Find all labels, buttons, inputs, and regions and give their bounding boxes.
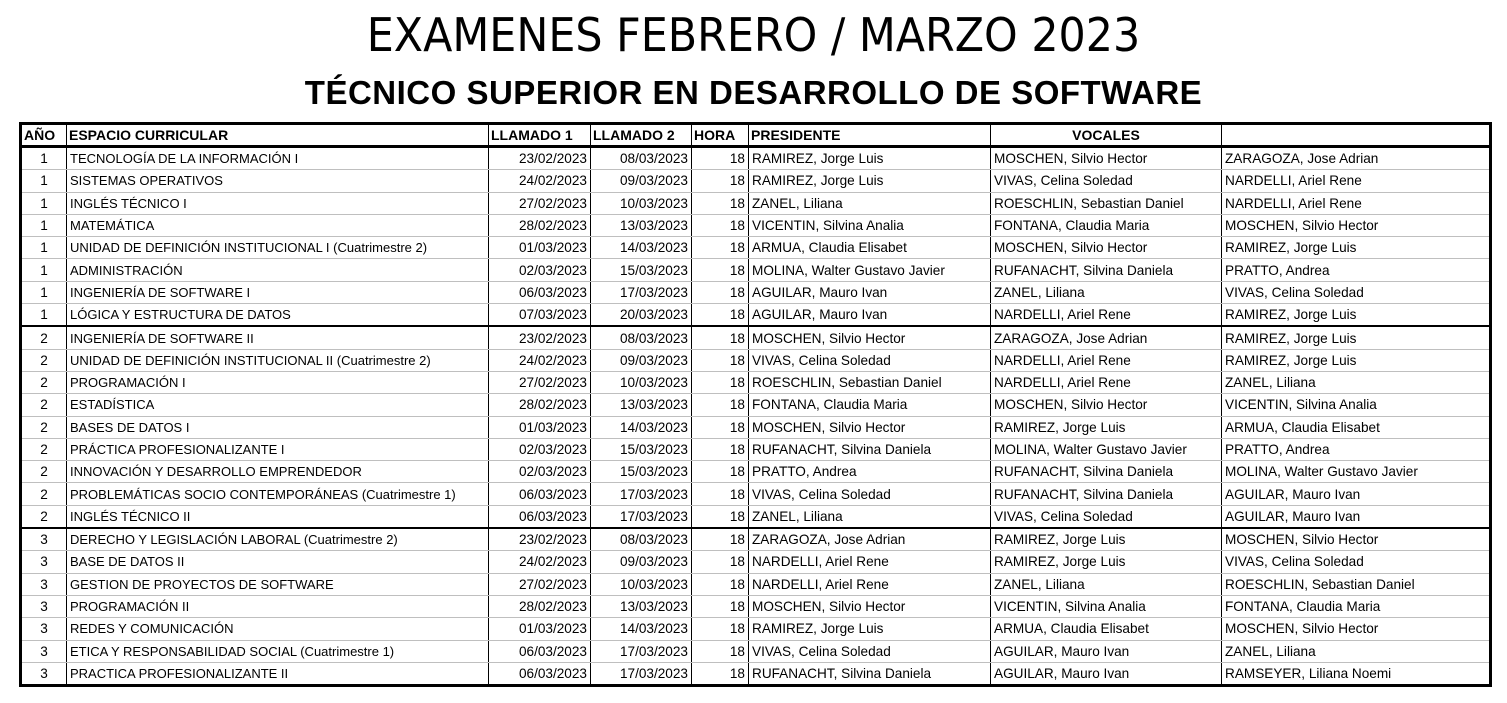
cell-llamado-1: 28/02/2023 xyxy=(489,595,591,617)
cell-llamado-2: 08/03/2023 xyxy=(591,528,692,551)
cell-presidente: ROESCHLIN, Sebastian Daniel xyxy=(749,371,991,393)
cell-espacio-curricular: LÓGICA Y ESTRUCTURA DE DATOS xyxy=(67,304,489,327)
cell-llamado-2: 09/03/2023 xyxy=(591,170,692,192)
cell-llamado-2: 17/03/2023 xyxy=(591,662,692,685)
cell-llamado-1: 06/03/2023 xyxy=(489,281,591,303)
cell-hora: 18 xyxy=(692,259,749,281)
cell-llamado-1: 01/03/2023 xyxy=(489,618,591,640)
cell-hora: 18 xyxy=(692,662,749,685)
cell-llamado-1: 27/02/2023 xyxy=(489,371,591,393)
table-row xyxy=(21,505,1491,528)
cell-llamado-1: 27/02/2023 xyxy=(489,573,591,595)
cell-vocal-1: RAMIREZ, Jorge Luis xyxy=(991,528,1222,551)
cell-vocal-1: AGUILAR, Mauro Ivan xyxy=(991,662,1222,685)
cell-espacio-curricular: ADMINISTRACIÓN xyxy=(67,259,489,281)
table-row xyxy=(21,438,1491,460)
cell-anio: 3 xyxy=(21,640,67,662)
cell-llamado-2: 13/03/2023 xyxy=(591,394,692,416)
cell-vocal-2: ARMUA, Claudia Elisabet xyxy=(1222,416,1491,438)
cell-anio: 2 xyxy=(21,505,67,528)
cell-espacio-curricular: PROGRAMACIÓN II xyxy=(67,595,489,617)
cell-espacio-curricular: MATEMÁTICA xyxy=(67,214,489,236)
cell-espacio-curricular: PROBLEMÁTICAS SOCIO CONTEMPORÁNEAS (Cuatrimestre 1) xyxy=(67,483,489,505)
cell-vocal-1: NARDELLI, Ariel Rene xyxy=(991,349,1222,371)
table-row xyxy=(21,394,1491,416)
cell-presidente: VIVAS, Celina Soledad xyxy=(749,483,991,505)
cell-vocal-2: RAMIREZ, Jorge Luis xyxy=(1222,304,1491,327)
cell-espacio-curricular: REDES Y COMUNICACIÓN xyxy=(67,618,489,640)
cell-anio: 2 xyxy=(21,461,67,483)
cell-llamado-2: 17/03/2023 xyxy=(591,281,692,303)
cell-anio: 3 xyxy=(21,618,67,640)
header-hora: HORA xyxy=(692,124,749,147)
page-title: EXAMENES FEBRERO / MARZO 2023 xyxy=(366,8,1141,62)
cell-anio: 2 xyxy=(21,438,67,460)
table-row xyxy=(21,416,1491,438)
cell-vocal-1: MOSCHEN, Silvio Hector xyxy=(991,237,1222,259)
cell-vocal-2: RAMIREZ, Jorge Luis xyxy=(1222,237,1491,259)
cell-espacio-curricular: INNOVACIÓN Y DESARROLLO EMPRENDEDOR xyxy=(67,461,489,483)
cell-presidente: AGUILAR, Mauro Ivan xyxy=(749,281,991,303)
cell-llamado-2: 17/03/2023 xyxy=(591,505,692,528)
cell-hora: 18 xyxy=(692,147,749,170)
cell-vocal-2: FONTANA, Claudia Maria xyxy=(1222,595,1491,617)
cell-hora: 18 xyxy=(692,349,749,371)
header-llamado-1: LLAMADO 1 xyxy=(489,124,591,147)
cell-hora: 18 xyxy=(692,528,749,551)
cell-llamado-1: 28/02/2023 xyxy=(489,214,591,236)
cell-llamado-2: 10/03/2023 xyxy=(591,371,692,393)
cell-anio: 1 xyxy=(21,192,67,214)
table-row xyxy=(21,214,1491,236)
table-row xyxy=(21,483,1491,505)
cell-vocal-2: VICENTIN, Silvina Analia xyxy=(1222,394,1491,416)
cell-presidente: MOSCHEN, Silvio Hector xyxy=(749,326,991,349)
cell-vocal-1: ZARAGOZA, Jose Adrian xyxy=(991,326,1222,349)
cell-vocal-1: RUFANACHT, Silvina Daniela xyxy=(991,461,1222,483)
cell-llamado-2: 17/03/2023 xyxy=(591,483,692,505)
cell-hora: 18 xyxy=(692,551,749,573)
cell-vocal-1: VICENTIN, Silvina Analia xyxy=(991,595,1222,617)
cell-llamado-1: 02/03/2023 xyxy=(489,259,591,281)
table-row xyxy=(21,528,1491,551)
cell-vocal-2: NARDELLI, Ariel Rene xyxy=(1222,192,1491,214)
cell-llamado-1: 01/03/2023 xyxy=(489,416,591,438)
exam-table xyxy=(19,122,1492,687)
cell-espacio-curricular: INGENIERÍA DE SOFTWARE II xyxy=(67,326,489,349)
cell-vocal-2: MOLINA, Walter Gustavo Javier xyxy=(1222,461,1491,483)
cell-anio: 2 xyxy=(21,326,67,349)
cell-presidente: ZARAGOZA, Jose Adrian xyxy=(749,528,991,551)
cell-llamado-2: 14/03/2023 xyxy=(591,237,692,259)
cell-vocal-1: MOSCHEN, Silvio Hector xyxy=(991,394,1222,416)
cell-llamado-2: 08/03/2023 xyxy=(591,147,692,170)
cell-vocal-2: RAMSEYER, Liliana Noemi xyxy=(1222,662,1491,685)
header-anio: AÑO xyxy=(21,124,67,147)
cell-vocal-2: RAMIREZ, Jorge Luis xyxy=(1222,326,1491,349)
table-header-row xyxy=(21,124,1491,147)
cell-presidente: MOLINA, Walter Gustavo Javier xyxy=(749,259,991,281)
cell-anio: 1 xyxy=(21,259,67,281)
cell-hora: 18 xyxy=(692,214,749,236)
cell-hora: 18 xyxy=(692,192,749,214)
cell-espacio-curricular: BASES DE DATOS I xyxy=(67,416,489,438)
table-row xyxy=(21,640,1491,662)
cell-llamado-2: 20/03/2023 xyxy=(591,304,692,327)
cell-espacio-curricular: BASE DE DATOS II xyxy=(67,551,489,573)
cell-presidente: ZANEL, Liliana xyxy=(749,505,991,528)
table-row xyxy=(21,371,1491,393)
cell-anio: 3 xyxy=(21,551,67,573)
cell-llamado-1: 07/03/2023 xyxy=(489,304,591,327)
cell-vocal-2: NARDELLI, Ariel Rene xyxy=(1222,170,1491,192)
cell-vocal-2: RAMIREZ, Jorge Luis xyxy=(1222,349,1491,371)
cell-llamado-1: 23/02/2023 xyxy=(489,326,591,349)
header-presidente: PRESIDENTE xyxy=(749,124,991,147)
cell-presidente: ARMUA, Claudia Elisabet xyxy=(749,237,991,259)
cell-vocal-1: ZANEL, Liliana xyxy=(991,573,1222,595)
cell-presidente: ZANEL, Liliana xyxy=(749,192,991,214)
cell-vocal-2: ZARAGOZA, Jose Adrian xyxy=(1222,147,1491,170)
cell-vocal-1: MOLINA, Walter Gustavo Javier xyxy=(991,438,1222,460)
cell-vocal-1: ROESCHLIN, Sebastian Daniel xyxy=(991,192,1222,214)
table-row xyxy=(21,192,1491,214)
cell-presidente: RUFANACHT, Silvina Daniela xyxy=(749,662,991,685)
table-row xyxy=(21,349,1491,371)
cell-vocal-2: ZANEL, Liliana xyxy=(1222,371,1491,393)
header-espacio-curricular: ESPACIO CURRICULAR xyxy=(67,124,489,147)
cell-vocal-2: PRATTO, Andrea xyxy=(1222,438,1491,460)
cell-llamado-2: 14/03/2023 xyxy=(591,618,692,640)
table-row xyxy=(21,551,1491,573)
page-subtitle: TÉCNICO SUPERIOR EN DESARROLLO DE SOFTWARE xyxy=(304,74,1203,111)
table-row xyxy=(21,595,1491,617)
table-row xyxy=(21,573,1491,595)
cell-llamado-1: 23/02/2023 xyxy=(489,147,591,170)
cell-hora: 18 xyxy=(692,394,749,416)
cell-vocal-2: ZANEL, Liliana xyxy=(1222,640,1491,662)
cell-vocal-1: RUFANACHT, Silvina Daniela xyxy=(991,259,1222,281)
cell-anio: 1 xyxy=(21,170,67,192)
cell-vocal-1: FONTANA, Claudia Maria xyxy=(991,214,1222,236)
cell-vocal-1: NARDELLI, Ariel Rene xyxy=(991,304,1222,327)
cell-hora: 18 xyxy=(692,505,749,528)
cell-vocal-1: NARDELLI, Ariel Rene xyxy=(991,371,1222,393)
cell-hora: 18 xyxy=(692,595,749,617)
table-row xyxy=(21,304,1491,327)
cell-presidente: NARDELLI, Ariel Rene xyxy=(749,573,991,595)
cell-anio: 3 xyxy=(21,595,67,617)
cell-hora: 18 xyxy=(692,483,749,505)
cell-llamado-2: 09/03/2023 xyxy=(591,349,692,371)
cell-llamado-1: 02/03/2023 xyxy=(489,461,591,483)
cell-vocal-1: AGUILAR, Mauro Ivan xyxy=(991,640,1222,662)
cell-espacio-curricular: GESTION DE PROYECTOS DE SOFTWARE xyxy=(67,573,489,595)
cell-llamado-1: 06/03/2023 xyxy=(489,483,591,505)
cell-llamado-2: 09/03/2023 xyxy=(591,551,692,573)
cell-llamado-1: 28/02/2023 xyxy=(489,394,591,416)
cell-llamado-2: 15/03/2023 xyxy=(591,461,692,483)
cell-llamado-2: 15/03/2023 xyxy=(591,259,692,281)
cell-llamado-1: 24/02/2023 xyxy=(489,551,591,573)
cell-llamado-1: 24/02/2023 xyxy=(489,170,591,192)
cell-espacio-curricular: PRÁCTICA PROFESIONALIZANTE I xyxy=(67,438,489,460)
cell-llamado-2: 14/03/2023 xyxy=(591,416,692,438)
cell-llamado-1: 23/02/2023 xyxy=(489,528,591,551)
cell-anio: 1 xyxy=(21,281,67,303)
header-llamado-2: LLAMADO 2 xyxy=(591,124,692,147)
cell-espacio-curricular: SISTEMAS OPERATIVOS xyxy=(67,170,489,192)
cell-llamado-2: 10/03/2023 xyxy=(591,192,692,214)
cell-llamado-1: 06/03/2023 xyxy=(489,640,591,662)
cell-llamado-1: 06/03/2023 xyxy=(489,662,591,685)
cell-vocal-2: AGUILAR, Mauro Ivan xyxy=(1222,483,1491,505)
cell-anio: 3 xyxy=(21,573,67,595)
cell-espacio-curricular: ESTADÍSTICA xyxy=(67,394,489,416)
cell-hora: 18 xyxy=(692,640,749,662)
cell-llamado-1: 24/02/2023 xyxy=(489,349,591,371)
cell-vocal-2: VIVAS, Celina Soledad xyxy=(1222,551,1491,573)
cell-presidente: PRATTO, Andrea xyxy=(749,461,991,483)
cell-vocal-2: PRATTO, Andrea xyxy=(1222,259,1491,281)
cell-espacio-curricular: UNIDAD DE DEFINICIÓN INSTITUCIONAL II (Cuatrimestre 2) xyxy=(67,349,489,371)
cell-presidente: RAMIREZ, Jorge Luis xyxy=(749,170,991,192)
cell-presidente: VIVAS, Celina Soledad xyxy=(749,349,991,371)
cell-hora: 18 xyxy=(692,461,749,483)
cell-vocal-1: ARMUA, Claudia Elisabet xyxy=(991,618,1222,640)
cell-vocal-1: VIVAS, Celina Soledad xyxy=(991,170,1222,192)
cell-llamado-2: 13/03/2023 xyxy=(591,214,692,236)
cell-anio: 2 xyxy=(21,349,67,371)
cell-espacio-curricular: PROGRAMACIÓN I xyxy=(67,371,489,393)
cell-anio: 2 xyxy=(21,416,67,438)
table-row xyxy=(21,259,1491,281)
cell-anio: 1 xyxy=(21,304,67,327)
cell-hora: 18 xyxy=(692,438,749,460)
cell-llamado-1: 06/03/2023 xyxy=(489,505,591,528)
cell-llamado-1: 02/03/2023 xyxy=(489,438,591,460)
cell-vocal-2: ROESCHLIN, Sebastian Daniel xyxy=(1222,573,1491,595)
cell-espacio-curricular: ETICA Y RESPONSABILIDAD SOCIAL (Cuatrimestre 1) xyxy=(67,640,489,662)
cell-vocal-1: RUFANACHT, Silvina Daniela xyxy=(991,483,1222,505)
cell-llamado-2: 10/03/2023 xyxy=(591,573,692,595)
table-row xyxy=(21,461,1491,483)
cell-anio: 1 xyxy=(21,214,67,236)
cell-espacio-curricular: INGLÉS TÉCNICO I xyxy=(67,192,489,214)
cell-espacio-curricular: UNIDAD DE DEFINICIÓN INSTITUCIONAL I (Cuatrimestre 2) xyxy=(67,237,489,259)
table-body xyxy=(21,147,1491,686)
cell-llamado-2: 08/03/2023 xyxy=(591,326,692,349)
cell-presidente: VICENTIN, Silvina Analia xyxy=(749,214,991,236)
cell-presidente: AGUILAR, Mauro Ivan xyxy=(749,304,991,327)
cell-hora: 18 xyxy=(692,326,749,349)
cell-presidente: FONTANA, Claudia Maria xyxy=(749,394,991,416)
cell-vocal-1: RAMIREZ, Jorge Luis xyxy=(991,416,1222,438)
cell-hora: 18 xyxy=(692,281,749,303)
cell-vocal-2: MOSCHEN, Silvio Hector xyxy=(1222,528,1491,551)
cell-hora: 18 xyxy=(692,371,749,393)
cell-espacio-curricular: INGLÉS TÉCNICO II xyxy=(67,505,489,528)
cell-anio: 3 xyxy=(40,665,48,681)
cell-anio: 3 xyxy=(21,528,67,551)
cell-presidente: MOSCHEN, Silvio Hector xyxy=(749,416,991,438)
cell-anio: 1 xyxy=(21,147,67,170)
cell-anio: 2 xyxy=(21,483,67,505)
cell-vocal-1: ZANEL, Liliana xyxy=(991,281,1222,303)
cell-vocal-1: VIVAS, Celina Soledad xyxy=(991,505,1222,528)
cell-vocal-2: VIVAS, Celina Soledad xyxy=(1222,281,1491,303)
cell-llamado-2: 13/03/2023 xyxy=(591,595,692,617)
cell-presidente: VIVAS, Celina Soledad xyxy=(749,640,991,662)
cell-anio: 2 xyxy=(21,371,67,393)
table-row xyxy=(21,326,1491,349)
cell-hora: 18 xyxy=(692,416,749,438)
cell-vocal-2: AGUILAR, Mauro Ivan xyxy=(1222,505,1491,528)
cell-espacio-curricular: INGENIERÍA DE SOFTWARE I xyxy=(67,281,489,303)
cell-vocal-1: MOSCHEN, Silvio Hector xyxy=(991,147,1222,170)
header-vocal-2 xyxy=(1222,124,1491,147)
table-row xyxy=(21,618,1491,640)
cell-llamado-2: 15/03/2023 xyxy=(591,438,692,460)
cell-vocal-2: MOSCHEN, Silvio Hector xyxy=(1222,618,1491,640)
cell-anio: 2 xyxy=(21,394,67,416)
cell-hora: 18 xyxy=(692,237,749,259)
cell-hora: 18 xyxy=(692,170,749,192)
cell-presidente: NARDELLI, Ariel Rene xyxy=(749,551,991,573)
cell-presidente: RAMIREZ, Jorge Luis xyxy=(749,618,991,640)
cell-hora: 18 xyxy=(692,618,749,640)
cell-vocal-1: RAMIREZ, Jorge Luis xyxy=(991,551,1222,573)
cell-hora: 18 xyxy=(692,573,749,595)
cell-llamado-1: 27/02/2023 xyxy=(489,192,591,214)
table-row xyxy=(21,147,1491,170)
cell-llamado-2: 17/03/2023 xyxy=(591,640,692,662)
cell-espacio-curricular: DERECHO Y LEGISLACIÓN LABORAL (Cuatrimestre 2) xyxy=(67,528,489,551)
table-row xyxy=(21,662,1491,685)
cell-presidente: RAMIREZ, Jorge Luis xyxy=(749,147,991,170)
table-row xyxy=(21,170,1491,192)
cell-hora: 18 xyxy=(692,304,749,327)
table-row xyxy=(21,281,1491,303)
cell-espacio-curricular: TECNOLOGÍA DE LA INFORMACIÓN I xyxy=(67,147,489,170)
cell-presidente: RUFANACHT, Silvina Daniela xyxy=(749,438,991,460)
cell-vocal-2: MOSCHEN, Silvio Hector xyxy=(1222,214,1491,236)
cell-presidente: MOSCHEN, Silvio Hector xyxy=(749,595,991,617)
header-vocales: VOCALES xyxy=(991,124,1222,147)
cell-anio: 1 xyxy=(21,237,67,259)
cell-llamado-1: 01/03/2023 xyxy=(489,237,591,259)
table-row xyxy=(21,237,1491,259)
cell-espacio-curricular: PRACTICA PROFESIONALIZANTE II xyxy=(67,662,489,685)
